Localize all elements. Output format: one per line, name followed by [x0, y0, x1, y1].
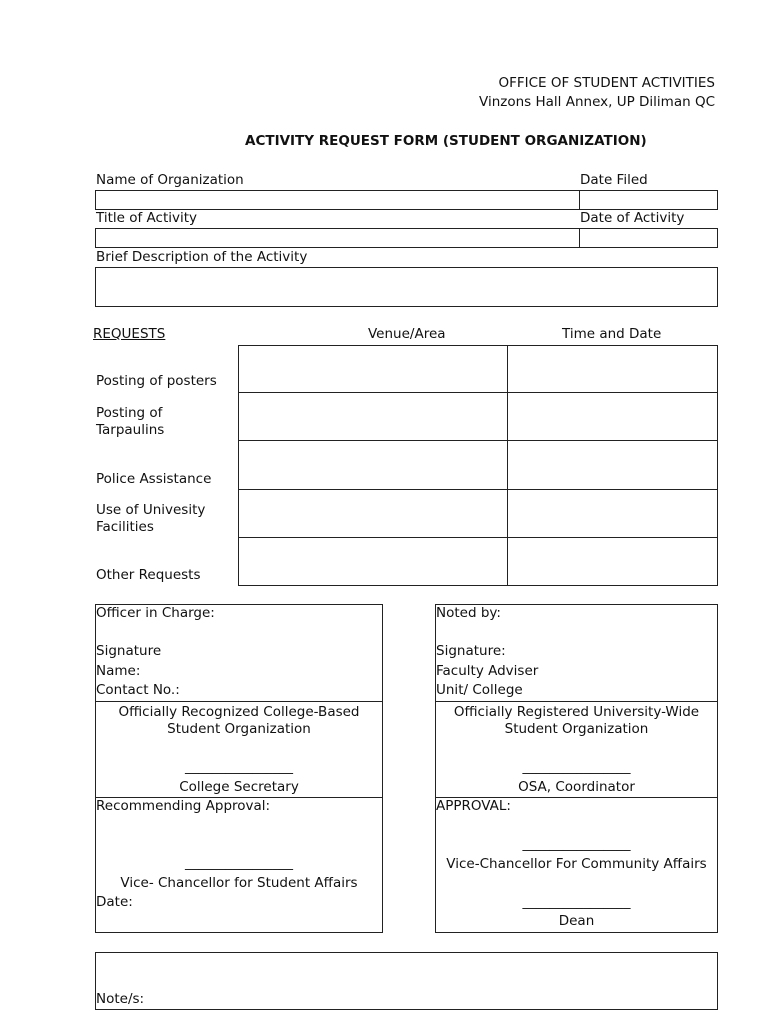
officer-contact-label: Contact No.:	[96, 682, 180, 698]
request-label-posters: Posting of posters	[96, 373, 217, 389]
date-activity-label: Date of Activity	[580, 210, 685, 226]
requests-heading: REQUESTS	[93, 326, 166, 342]
time-cell-other[interactable]	[508, 538, 717, 585]
panel-divider	[435, 701, 718, 702]
description-field[interactable]	[95, 267, 718, 307]
college-secretary-label: College Secretary	[179, 779, 299, 795]
venue-cell-other[interactable]	[239, 538, 507, 585]
vc-student-signature-line: ________________	[185, 855, 293, 871]
vc-community-signature-line: ________________	[522, 836, 631, 852]
venue-column-header: Venue/Area	[368, 326, 446, 342]
panel-divider	[95, 701, 383, 702]
date-filed-label: Date Filed	[580, 172, 648, 188]
request-label-tarpaulins: Posting of Tarpaulins	[96, 405, 165, 438]
form-title: ACTIVITY REQUEST FORM (STUDENT ORGANIZATION)	[245, 133, 647, 149]
request-label-facilities: Use of Univesity Facilities	[96, 502, 206, 535]
time-cell-tarpaulins[interactable]	[508, 393, 717, 440]
notes-field[interactable]	[95, 952, 718, 1010]
notes-label: Note/s:	[96, 991, 145, 1007]
venue-cell-tarpaulins[interactable]	[239, 393, 507, 440]
officer-name-label: Name:	[96, 663, 141, 679]
activity-title-field[interactable]	[95, 228, 580, 248]
office-name: OFFICE OF STUDENT ACTIVITIES	[498, 75, 715, 91]
osa-coordinator-label: OSA, Coordinator	[518, 779, 635, 795]
faculty-adviser-label: Faculty Adviser	[436, 663, 539, 679]
request-label-other: Other Requests	[96, 567, 201, 583]
request-label-police: Police Assistance	[96, 471, 212, 487]
venue-cell-facilities[interactable]	[239, 490, 507, 537]
approval-date-label: Date:	[96, 894, 133, 910]
dean-label: Dean	[558, 913, 595, 929]
university-org-label: Officially Registered University-Wide Student Organization	[453, 704, 700, 737]
dean-signature-line: ________________	[522, 894, 631, 910]
vc-community-affairs-label: Vice-Chancellor For Community Affairs	[446, 856, 707, 872]
approval-label: APPROVAL:	[436, 798, 511, 814]
activity-title-label: Title of Activity	[96, 210, 198, 226]
vc-student-affairs-label: Vice- Chancellor for Student Affairs	[120, 875, 358, 891]
time-cell-police[interactable]	[508, 441, 717, 489]
venue-cell-police[interactable]	[239, 441, 507, 489]
noted-by-label: Noted by:	[436, 605, 501, 621]
college-secretary-signature-line: ________________	[185, 759, 293, 775]
date-filed-field[interactable]	[579, 190, 718, 210]
recommending-approval-label: Recommending Approval:	[96, 798, 271, 814]
officer-label: Officer in Charge:	[96, 605, 215, 621]
description-label: Brief Description of the Activity	[96, 249, 308, 265]
osa-signature-line: ________________	[522, 759, 631, 775]
org-name-field[interactable]	[95, 190, 580, 210]
officer-signature-label: Signature	[96, 643, 162, 659]
date-activity-field[interactable]	[579, 228, 718, 248]
college-org-label: Officially Recognized College-Based Student Organization	[118, 704, 360, 737]
adviser-signature-label: Signature:	[436, 643, 506, 659]
unit-college-label: Unit/ College	[436, 682, 523, 698]
time-cell-facilities[interactable]	[508, 490, 717, 537]
venue-cell-posters[interactable]	[239, 346, 507, 392]
office-address: Vinzons Hall Annex, UP Diliman QC	[479, 94, 715, 110]
org-name-label: Name of Organization	[96, 172, 244, 188]
time-cell-posters[interactable]	[508, 346, 717, 392]
time-column-header: Time and Date	[562, 326, 662, 342]
